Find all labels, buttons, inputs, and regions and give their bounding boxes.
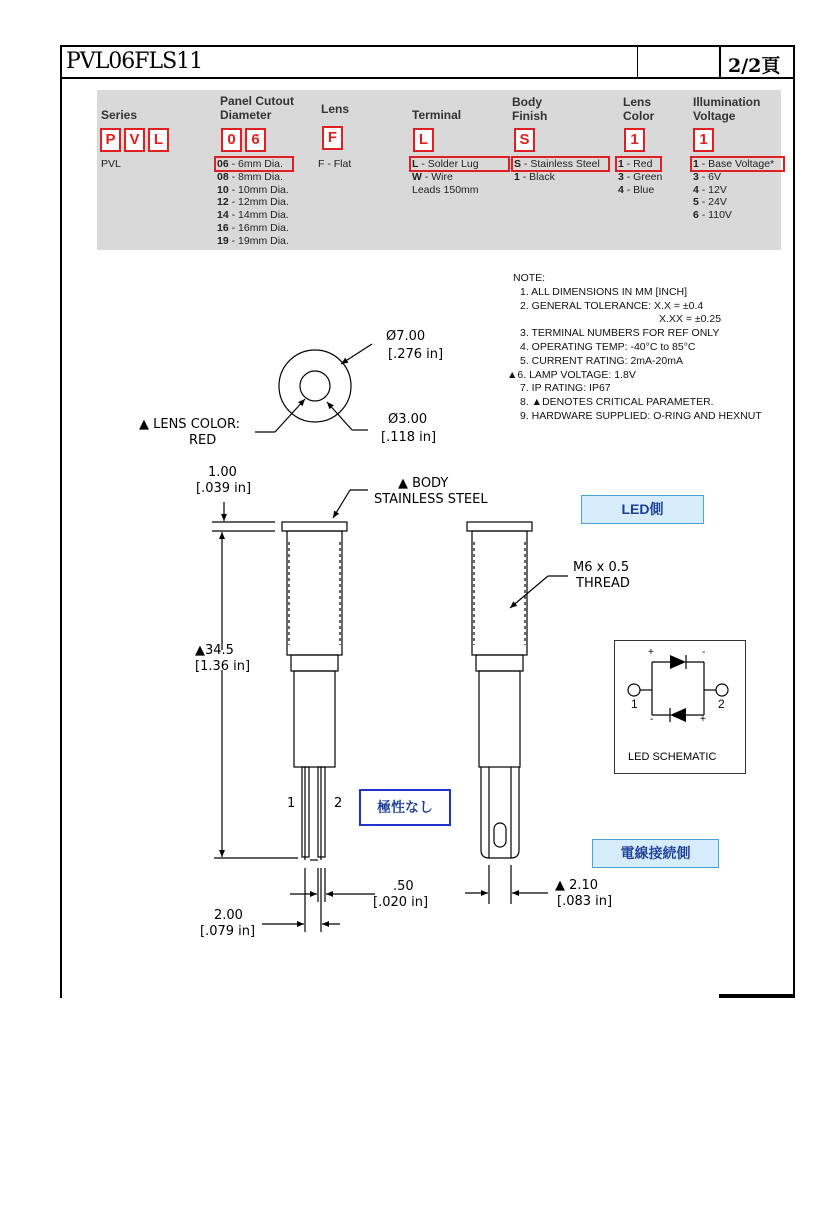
pin-2-label: 2	[334, 796, 343, 811]
column-heading-body: Body Finish	[512, 95, 548, 123]
terminal-width-inch: [.083 in]	[557, 894, 613, 909]
option-color: 3 - Green	[618, 170, 663, 183]
schematic-plus: +	[648, 647, 654, 658]
threaded-body	[287, 531, 342, 655]
option-color: 1 - Red	[618, 158, 653, 170]
schematic-pin-2: 2	[718, 697, 725, 711]
column-heading-terminal: Terminal	[412, 108, 462, 122]
option-cutout: 06 - 6mm Dia.	[217, 158, 283, 170]
code-box-terminal: L	[413, 128, 434, 152]
pin-width-dim: .50	[393, 879, 414, 894]
option-cutout: 19 - 19mm Dia.	[217, 234, 289, 247]
lens-color-label: ▲ LENS COLOR:	[139, 417, 241, 432]
code-box-cutout: 6	[245, 128, 266, 152]
schematic-label: LED SCHEMATIC	[628, 751, 717, 763]
polarity-callout: 極性なし	[359, 789, 451, 826]
code-box-voltage: 1	[693, 128, 714, 152]
flange-dim-inch: [.039 in]	[196, 481, 252, 496]
page-number: 2/2頁	[728, 55, 781, 77]
flange-dim: 1.00	[208, 465, 237, 480]
option-lens: F - Flat	[318, 158, 352, 170]
outer-diameter-inch: [.276 in]	[388, 347, 444, 362]
option-voltage: 5 - 24V	[693, 196, 727, 209]
code-box-color: 1	[624, 128, 645, 152]
terminal-width-dim: ▲ 2.10	[555, 878, 599, 893]
inner-lens-circle	[300, 371, 330, 401]
option-terminal: L - Solder Lug	[412, 158, 479, 170]
column-heading-lens: Lens	[321, 102, 350, 116]
thread-label-2: THREAD	[576, 576, 630, 591]
body-material: STAINLESS STEEL	[374, 492, 488, 507]
outer-diameter-label: Ø7.00	[386, 329, 426, 344]
pin-width-inch: [.020 in]	[373, 895, 429, 910]
option-series: PVL	[101, 158, 121, 170]
body-label: ▲ BODY	[398, 476, 449, 491]
code-box-series: L	[148, 128, 169, 152]
length-dim: ▲34.5	[195, 643, 234, 658]
schematic-minus: -	[650, 714, 654, 725]
note-item: ▲6. LAMP VOLTAGE: 1.8V	[507, 368, 636, 381]
led-side-callout: LED側	[581, 495, 704, 524]
option-voltage: 4 - 12V	[693, 183, 727, 196]
note-item: 5. CURRENT RATING: 2mA-20mA	[520, 354, 683, 367]
note-item: 8. ▲DENOTES CRITICAL PARAMETER.	[520, 396, 714, 409]
note-item: 9. HARDWARE SUPPLIED: O-RING AND HEXNUT	[520, 409, 762, 422]
schematic-plus: +	[700, 714, 706, 725]
option-cutout: 10 - 10mm Dia.	[217, 183, 289, 196]
code-box-cutout: 0	[221, 128, 242, 152]
note-item: 2. GENERAL TOLERANCE: X.X = ±0.4	[520, 299, 704, 312]
option-body: 1 - Black	[514, 170, 555, 183]
note-item: 7. IP RATING: IP67	[520, 382, 611, 395]
outer-circle	[279, 350, 351, 422]
option-cutout: 12 - 12mm Dia.	[217, 196, 289, 209]
column-heading-voltage: Illumination Voltage	[693, 95, 761, 123]
notes-title: NOTE:	[513, 272, 546, 284]
code-box-lens: F	[322, 126, 343, 150]
lens-color-value: RED	[189, 433, 217, 448]
note-item: 3. TERMINAL NUMBERS FOR REF ONLY	[520, 327, 720, 340]
option-cutout: 08 - 8mm Dia.	[217, 170, 283, 183]
option-voltage: 3 - 6V	[693, 170, 722, 183]
option-color: 4 - Blue	[618, 183, 655, 196]
pin-pitch-inch: [.079 in]	[200, 924, 256, 939]
document-title: PVL06FLS11	[66, 49, 203, 74]
pin-pitch-dim: 2.00	[214, 908, 243, 923]
option-terminal: W - Wire	[412, 170, 453, 183]
wire-side-callout: 電線接続側	[592, 839, 719, 868]
thread-label: M6 x 0.5	[573, 560, 630, 575]
schematic-pin-1: 1	[631, 697, 638, 711]
column-heading-series: Series	[101, 108, 138, 122]
column-heading-cutout: Panel Cutout Diameter	[220, 94, 294, 122]
option-voltage: 6 - 110V	[693, 209, 732, 222]
option-body: S - Stainless Steel	[514, 158, 600, 170]
column-heading-color: Lens Color	[623, 95, 655, 123]
note-item: 1. ALL DIMENSIONS IN MM [INCH]	[520, 285, 688, 298]
code-box-series: P	[100, 128, 121, 152]
option-cutout: 14 - 14mm Dia.	[217, 209, 289, 222]
length-dim-inch: [1.36 in]	[195, 659, 251, 674]
inner-diameter-inch: [.118 in]	[381, 430, 437, 445]
schematic-minus: -	[702, 647, 706, 658]
note-item: X.XX = ±0.25	[659, 313, 722, 326]
option-cutout: 16 - 16mm Dia.	[217, 222, 289, 234]
option-voltage: 1 - Base Voltage*	[693, 158, 775, 170]
inner-diameter-label: Ø3.00	[388, 412, 428, 427]
code-box-series: V	[124, 128, 145, 152]
note-item: 4. OPERATING TEMP: -40°C to 85°C	[520, 340, 696, 353]
pin-1-label: 1	[287, 796, 296, 811]
option-terminal: Leads 150mm	[412, 183, 479, 196]
flange	[282, 522, 347, 531]
code-box-body: S	[514, 128, 535, 152]
